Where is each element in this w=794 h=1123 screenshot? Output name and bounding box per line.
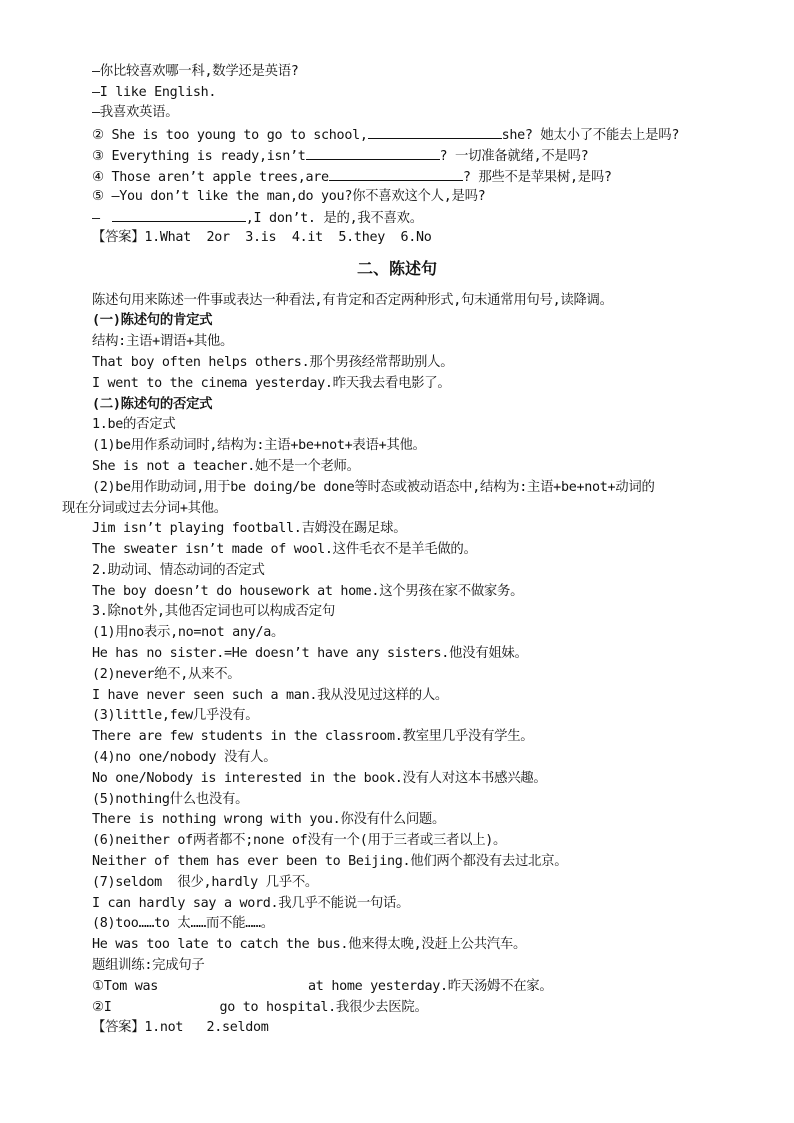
text-line: (5)nothing什么也没有。: [92, 792, 249, 807]
text-line: 3.除not外,其他否定词也可以构成否定句: [92, 604, 335, 619]
exercise-text: go to hospital.我很少去医院。: [219, 1000, 428, 1015]
text-line: (1)用no表示,no=not any/a。: [92, 625, 285, 640]
answer-blank[interactable]: [112, 207, 246, 222]
answer-key: 【答案】1.not 2.seldom: [92, 1020, 269, 1035]
text-line: (1)be用作系动词时,结构为:主语+be+not+表语+其他。: [92, 438, 426, 453]
exercise-text: ② She is too young to go to school,: [92, 128, 368, 143]
text-line: 1.be的否定式: [92, 417, 176, 432]
text-line: (3)little,few几乎没有。: [92, 708, 259, 723]
subheading: (一)陈述句的肯定式: [92, 313, 213, 328]
dialog-line: —你比较喜欢哪一科,数学还是英语?: [92, 64, 299, 79]
text-line: 现在分词或过去分词+其他。: [62, 501, 227, 516]
example-sentence: That boy often helps others.那个男孩经常帮助别人。: [92, 355, 454, 370]
exercise-text: she? 她太小了不能去上是吗?: [501, 128, 680, 143]
text-line: (7)seldom 很少,hardly 几乎不。: [92, 875, 319, 890]
exercise-text: at home yesterday.昨天汤姆不在家。: [308, 979, 553, 994]
dialog-line: —我喜欢英语。: [92, 105, 179, 120]
text-line: (2)be用作助动词,用于be doing/be done等时态或被动语态中,结构为:主语+be+not+动词的: [92, 480, 655, 495]
exercise-item: [92, 145, 588, 167]
dialog-line: —I like English.: [92, 85, 217, 100]
text-line: (6)neither of两者都不;none of没有一个(用于三者或三者以上)。: [92, 833, 507, 848]
exercise-text: ④ Those aren’t apple trees,are: [92, 170, 329, 185]
exercise-text: ? 一切准备就绪,不是吗?: [439, 149, 589, 164]
example-sentence: Neither of them has ever been to Beijing.他们两个都没有去过北京。: [92, 854, 568, 869]
example-sentence: The boy doesn’t do housework at home.这个男孩在家不做家务。: [92, 584, 524, 599]
text-line: 结构:主语+谓语+其他。: [92, 334, 234, 349]
example-sentence: There are few students in the classroom.教室里几乎没有学生。: [92, 729, 534, 744]
text-line: 题组训练:完成句子: [92, 958, 205, 973]
example-sentence: I went to the cinema yesterday.昨天我去看电影了。: [92, 376, 451, 391]
exercise-text: ? 那些不是苹果树,是吗?: [462, 170, 612, 185]
example-sentence: She is not a teacher.她不是一个老师。: [92, 459, 360, 474]
exercise-text: —: [92, 211, 100, 226]
exercise-item: [92, 166, 612, 188]
example-sentence: Jim isn’t playing football.吉姆没在踢足球。: [92, 521, 407, 536]
text-line: (8)too……to 太……而不能……。: [92, 916, 274, 931]
exercise-item: [92, 998, 428, 1018]
example-sentence: No one/Nobody is interested in the book.没有人对这本书感兴趣。: [92, 771, 547, 786]
example-sentence: The sweater isn’t made of wool.这件毛衣不是羊毛做的。: [92, 542, 477, 557]
subheading: (二)陈述句的否定式: [92, 397, 213, 412]
exercise-item: [92, 124, 679, 146]
exercise-item: [92, 977, 553, 997]
text-line: (4)no one/nobody 没有人。: [92, 750, 277, 765]
text-line: 2.助动词、情态动词的否定式: [92, 563, 265, 578]
example-sentence: I can hardly say a word.我几乎不能说一句话。: [92, 896, 410, 911]
answer-blank[interactable]: [306, 145, 440, 160]
exercise-item: [92, 207, 423, 229]
answer-blank[interactable]: [368, 124, 502, 139]
exercise-text: ②I: [92, 1000, 112, 1015]
exercise-text: ,I don’t. 是的,我不喜欢。: [245, 211, 423, 226]
section-title: 二、陈述句: [356, 259, 437, 278]
text-line: (2)never绝不,从来不。: [92, 667, 241, 682]
exercise-text: ③ Everything is ready,isn’t: [92, 149, 306, 164]
example-sentence: He was too late to catch the bus.他来得太晚,没赶上公共汽车。: [92, 937, 527, 952]
exercise-text: ①Tom was: [92, 979, 159, 994]
example-sentence: I have never seen such a man.我从没见过这样的人。: [92, 688, 448, 703]
example-sentence: There is nothing wrong with you.你没有什么问题。: [92, 812, 446, 827]
exercise-item: ⑤ —You don’t like the man,do you?你不喜欢这个人,是吗?: [92, 189, 486, 204]
intro-paragraph: 陈述句用来陈述一件事或表达一种看法,有肯定和否定两种形式,句末通常用句号,读降调。: [92, 293, 613, 308]
example-sentence: He has no sister.=He doesn’t have any sisters.他没有姐妹。: [92, 646, 528, 661]
answer-key: 【答案】1.What 2or 3.is 4.it 5.they 6.No: [92, 230, 432, 245]
answer-blank[interactable]: [329, 166, 463, 181]
